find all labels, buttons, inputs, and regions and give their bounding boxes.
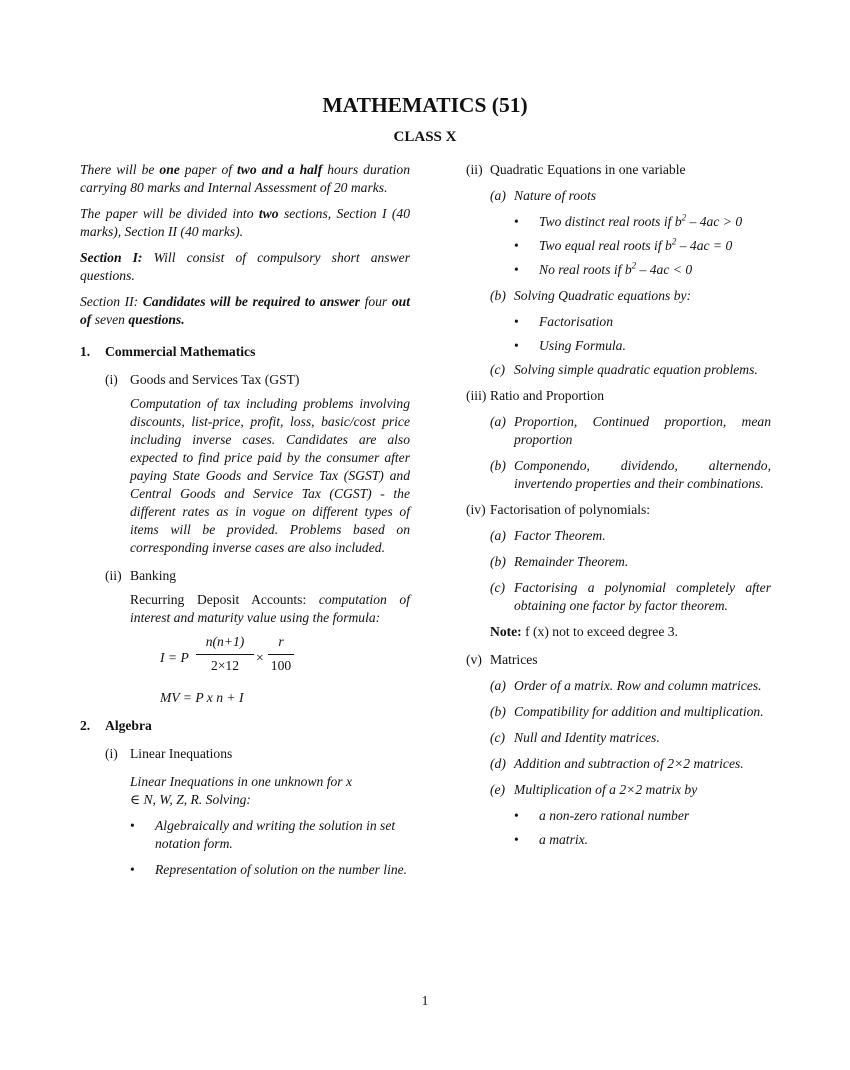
topic-number: (ii) bbox=[466, 162, 483, 177]
subtopic-letter: (b) bbox=[490, 704, 506, 719]
subtopic-text: Remainder Theorem. bbox=[514, 554, 629, 569]
factorisation-note: Note: f (x) not to exceed degree 3. bbox=[490, 624, 678, 639]
bullet-item: • Two distinct real roots if $b^2 - 4ac > 0$ bbox=[514, 213, 771, 231]
topic-heading: Matrices bbox=[490, 652, 538, 667]
subtopic-item bbox=[466, 457, 771, 493]
subtopic-item bbox=[466, 527, 771, 545]
topic-matrices bbox=[466, 651, 771, 669]
subtopic-item bbox=[466, 781, 771, 799]
intro-paragraph-2: The paper will be divided into two sections, Section I (40 marks), Section II (40 marks). bbox=[80, 206, 410, 239]
subtopic-text: Addition and subtraction of 2×2 matrices. bbox=[514, 756, 744, 771]
section-commercial-mathematics bbox=[80, 343, 410, 361]
topic-heading: Banking bbox=[130, 568, 177, 583]
bullet-item: • Factorisation bbox=[514, 313, 771, 331]
fraction-bar bbox=[196, 654, 254, 655]
topic-number: (iii) bbox=[466, 388, 487, 403]
subtopic-letter: (b) bbox=[490, 288, 506, 303]
maturity-value-formula: MV = P x n + I bbox=[160, 690, 244, 705]
section-algebra bbox=[80, 717, 410, 735]
bullet-item: • a matrix. bbox=[514, 831, 771, 849]
right-column bbox=[466, 161, 771, 849]
subtopic-quadratic-problems bbox=[466, 361, 771, 379]
banking-description: Recurring Deposit Accounts: computation of interest and maturity value using the formula: bbox=[130, 592, 410, 625]
topic-heading: Goods and Services Tax (GST) bbox=[130, 372, 300, 387]
subtopic-item bbox=[466, 413, 771, 449]
bullet-item: • Using Formula. bbox=[514, 337, 771, 355]
subtopic-letter: (c) bbox=[490, 362, 506, 377]
subtopic-item bbox=[466, 579, 771, 615]
subtopic-letter: (a) bbox=[490, 188, 506, 203]
subtopic-item bbox=[466, 677, 771, 695]
subtopic-letter: (d) bbox=[490, 756, 506, 771]
topic-number: (v) bbox=[466, 652, 482, 667]
subtopic-letter: (b) bbox=[490, 554, 506, 569]
formula-numerator-2: r bbox=[278, 634, 284, 649]
topic-factorisation bbox=[466, 501, 771, 519]
topic-heading: Factorisation of polynomials: bbox=[490, 502, 651, 517]
subtopic-letter: (e) bbox=[490, 782, 506, 797]
formula-numerator-1: n(n+1) bbox=[205, 634, 245, 649]
interest-formula bbox=[160, 633, 410, 685]
formula-denominator-2: 100 bbox=[270, 658, 292, 673]
subtopic-letter: (c) bbox=[490, 730, 506, 745]
left-column bbox=[80, 161, 410, 879]
subtopic-item bbox=[466, 703, 771, 721]
subtopic-heading: Solving Quadratic equations by: bbox=[514, 288, 692, 303]
topic-heading: Linear Inequations bbox=[130, 746, 233, 761]
subtopic-item bbox=[466, 729, 771, 747]
subtopic-text: Multiplication of a 2×2 matrix by bbox=[514, 782, 698, 797]
topic-linear-inequations bbox=[80, 745, 410, 763]
subtopic-item bbox=[466, 553, 771, 571]
subtopic-heading: Nature of roots bbox=[514, 188, 597, 203]
subtopic-letter: (a) bbox=[490, 678, 506, 693]
intro-paragraph-3: Section I: Will consist of compulsory short answer questions. bbox=[80, 250, 410, 283]
subtopic-text: Componendo, dividendo, alternendo, invertendo properties and their combinations. bbox=[514, 458, 771, 491]
page-subtitle: CLASS X bbox=[393, 129, 457, 145]
topic-heading: Ratio and Proportion bbox=[490, 388, 605, 403]
formula-denominator-1: 2×12 bbox=[210, 658, 240, 673]
fraction-bar bbox=[268, 654, 294, 655]
topic-quadratic-equations bbox=[466, 161, 771, 179]
subtopic-letter: (a) bbox=[490, 414, 506, 429]
bullet-item: • No real roots if $b^2 - 4ac < 0$ bbox=[514, 261, 771, 279]
topic-number: (i) bbox=[105, 372, 118, 387]
topic-heading: Quadratic Equations in one variable bbox=[490, 162, 686, 177]
gst-description: Computation of tax including problems involving discounts, list-price, profit, loss, basic/cost price including inverse cases. Candidates are also expected to find price paid by the consumer after paying State Goods and Service Tax (SGST) and Central Goods and Service Tax (CGST) - the different rates as in vogue on different types of items will be provided. Problems based on corresponding inverse cases are also included. bbox=[130, 396, 410, 555]
subtopic-letter: (a) bbox=[490, 528, 506, 543]
topic-number: (iv) bbox=[466, 502, 486, 517]
intro-paragraph-4: Section II: Candidates will be required to answer four out of seven questions. bbox=[80, 294, 410, 327]
bullet-item: • Two equal real roots if $b^2 - 4ac = 0$ bbox=[514, 237, 771, 255]
subtopic-text: Null and Identity matrices. bbox=[514, 730, 660, 745]
subtopic-nature-of-roots bbox=[466, 187, 771, 205]
page-number: 1 bbox=[421, 993, 429, 1008]
subtopic-letter: (c) bbox=[490, 580, 506, 595]
section-heading: Commercial Mathematics bbox=[105, 344, 256, 359]
bullet-item: • Representation of solution on the number line. bbox=[130, 861, 410, 879]
section-number: 1. bbox=[80, 344, 91, 359]
topic-number: (ii) bbox=[105, 568, 122, 583]
formula-times: × bbox=[256, 650, 264, 665]
subtopic-text: Order of a matrix. Row and column matrices. bbox=[514, 678, 762, 693]
page-title: MATHEMATICS (51) bbox=[322, 93, 528, 117]
topic-gst bbox=[80, 371, 410, 389]
subtopic-letter: (b) bbox=[490, 458, 506, 473]
subtopic-text: Compatibility for addition and multiplication. bbox=[514, 704, 764, 719]
formula-lhs: I = P bbox=[160, 650, 189, 665]
topic-banking bbox=[80, 567, 410, 585]
intro-paragraph-1: There will be one paper of two and a half hours duration carrying 80 marks and Internal Assessment of 20 marks. bbox=[80, 162, 410, 195]
section-heading: Algebra bbox=[105, 718, 152, 733]
subtopic-text: Factorising a polynomial completely after obtaining one factor by factor theorem. bbox=[514, 580, 771, 613]
bullet-item: • Algebraically and writing the solution in set notation form. bbox=[130, 817, 410, 853]
subtopic-solving-quadratic bbox=[466, 287, 771, 305]
bullet-item: • a non-zero rational number bbox=[514, 807, 771, 825]
topic-number: (i) bbox=[105, 746, 118, 761]
topic-ratio-proportion bbox=[466, 387, 771, 405]
linear-inequations-description: Linear Inequations in one unknown for x ∈ N, W, Z, R. Solving: bbox=[130, 774, 353, 807]
subtopic-text: Proportion, Continued proportion, mean proportion bbox=[514, 414, 771, 447]
subtopic-heading: Solving simple quadratic equation problems. bbox=[514, 362, 758, 377]
subtopic-item bbox=[466, 755, 771, 773]
section-number: 2. bbox=[80, 718, 91, 733]
subtopic-text: Factor Theorem. bbox=[514, 528, 606, 543]
